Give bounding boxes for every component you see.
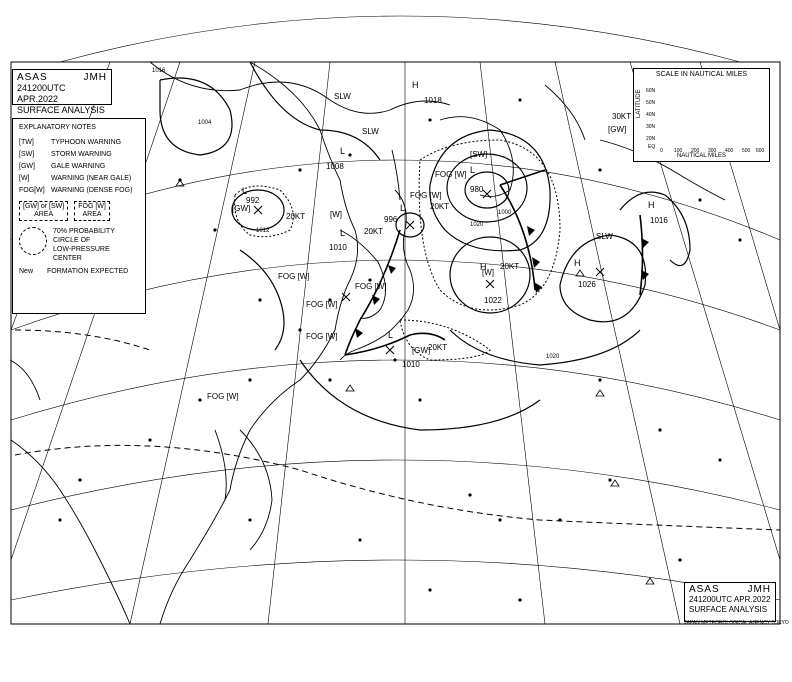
fog-warning-label: FOG [W] — [306, 332, 338, 341]
scale-nm-label: 600 — [756, 148, 765, 154]
scale-nm-label: 200 — [691, 148, 700, 154]
scale-nm-label: 400 — [725, 148, 734, 154]
scale-lat-label: 40N — [646, 112, 656, 118]
scale-nm-label: 300 — [708, 148, 717, 154]
fog-area-sample-word: AREA — [82, 211, 102, 218]
scale-lat-label: 50N — [646, 100, 656, 106]
legend-area-samples — [19, 201, 139, 221]
warning-label: [GW] — [412, 346, 431, 355]
wind-speed-label: 20KT — [500, 262, 520, 271]
fog-warning-label: FOG [W] — [355, 282, 387, 291]
low-value: 1010 — [329, 243, 347, 252]
header-box — [12, 69, 112, 115]
isobar-1020 — [450, 330, 640, 365]
legend-code: FOG[W] — [19, 187, 45, 194]
warning-label: [W] — [330, 210, 342, 219]
scale-lat-label: EQ — [648, 144, 656, 150]
legend-item — [19, 174, 139, 183]
warning-label: [W] — [482, 268, 494, 277]
isobar-broad-south — [300, 360, 540, 430]
high-label: H — [574, 258, 581, 268]
isobar-label: 1016 — [152, 68, 166, 74]
low-value: 996 — [384, 215, 398, 224]
footer-office: JMH — [747, 584, 771, 595]
fog-warning-label: FOG [W] — [435, 170, 467, 179]
legend-item — [19, 186, 139, 195]
fog-warning-label: FOG [W] — [207, 392, 239, 401]
warning-label: [SW] — [470, 150, 488, 159]
scale-lat-label: 30N — [646, 124, 656, 130]
fog-area-sample — [74, 201, 110, 221]
legend-item — [19, 138, 139, 147]
legend-text: TYPHOON WARNING — [51, 139, 122, 146]
triangle-symbols — [176, 180, 654, 584]
legend-box — [12, 118, 146, 314]
fog-area-sample-label: FOG [W] — [78, 203, 106, 210]
header-agency: ASAS — [17, 72, 48, 83]
legend-item — [19, 150, 139, 159]
legend-title: EXPLANATORY NOTES — [19, 124, 96, 131]
probability-circle-icon — [19, 227, 47, 255]
isobar-north — [250, 62, 380, 160]
isobar-label: 1020 — [546, 354, 560, 360]
low-label: L — [470, 165, 476, 175]
isobar-label: 1004 — [198, 120, 212, 126]
wind-speed-label: 20KT — [430, 202, 450, 211]
slow-label: SLW — [334, 92, 351, 101]
scale-nm-label: 0 — [660, 148, 663, 154]
header-chart-name: SURFACE ANALYSIS — [17, 105, 105, 115]
low-label: L — [340, 146, 346, 156]
isobar-1012 — [240, 250, 284, 350]
header-datetime: 241200UTC APR.2022 — [17, 83, 66, 104]
footer-box — [684, 582, 776, 622]
legend-new-text: FORMATION EXPECTED — [47, 268, 129, 275]
wind-speed-label: 20KT — [364, 227, 384, 236]
isobars — [160, 62, 690, 430]
low-label: L — [388, 330, 394, 340]
scale-lat-label: 20N — [646, 136, 656, 142]
wind-speed-label: 20KT — [286, 212, 306, 221]
probability-text-1: 70% PROBABILITY — [53, 228, 115, 235]
probability-text-3: LOW-PRESSURE CENTER — [53, 246, 110, 262]
fronts — [345, 170, 643, 355]
high-value: 1026 — [578, 280, 596, 289]
legend-code: [SW] — [19, 151, 35, 158]
high-label: H — [648, 200, 655, 210]
footer-chart-name: SURFACE ANALYSIS — [689, 605, 768, 614]
station-markers — [58, 98, 741, 601]
warning-label: [GW] — [232, 204, 251, 213]
scale-title: SCALE IN NAUTICAL MILES — [655, 71, 748, 78]
header-office: JMH — [83, 72, 107, 83]
footer-datetime: 241200UTC APR.2022 — [689, 595, 771, 604]
legend-item — [19, 162, 139, 171]
fog-warning-label: FOG [W] — [306, 300, 338, 309]
warning-label: [GW] — [608, 125, 627, 134]
low-label: L — [400, 203, 406, 213]
low-value: 992 — [246, 196, 260, 205]
isobar-label: 1000 — [498, 210, 512, 216]
slow-label: SLW — [596, 232, 613, 241]
legend-new-row — [19, 267, 139, 276]
isobar-label: 1012 — [256, 228, 270, 234]
legend-text: WARNING (NEAR GALE) — [51, 175, 132, 182]
wind-speed-label: 20KT — [428, 343, 448, 352]
fog-warning-label: FOG [W] — [278, 272, 310, 281]
wind-speed-label: 30KT — [612, 112, 632, 121]
legend-text: GALE WARNING — [51, 163, 106, 170]
footer-issuer: JAPAN METEOROLOGICAL AGENCY TOKYO — [684, 620, 789, 626]
low-label: L — [242, 186, 248, 196]
low-value: 1010 — [402, 360, 420, 369]
probability-text-2: CIRCLE OF — [53, 237, 91, 244]
footer-agency: ASAS — [689, 584, 720, 595]
legend-code: [W] — [19, 175, 30, 182]
scale-nm-label: 500 — [742, 148, 751, 154]
high-value: 1018 — [424, 96, 442, 105]
fog-warning-label: FOG [W] — [410, 191, 442, 200]
scale-footer: NAUTICAL MILES — [676, 153, 727, 159]
low-label: L — [340, 228, 346, 238]
legend-new-label: New — [19, 268, 34, 275]
low-value: 1008 — [326, 162, 344, 171]
high-value: 1016 — [650, 216, 668, 225]
isobar-pacific-high — [560, 235, 646, 322]
scale-lat-label: 60N — [646, 88, 656, 94]
scale-nm-label: 100 — [674, 148, 683, 154]
high-label: H — [480, 262, 487, 272]
legend-code: [GW] — [19, 163, 35, 170]
high-label: H — [412, 80, 419, 90]
warning-area-sample-word: AREA — [34, 211, 54, 218]
legend-probability-circle — [19, 227, 139, 263]
warning-area-sample — [19, 201, 68, 221]
legend-code: [TW] — [19, 139, 34, 146]
high-value: 1022 — [484, 296, 502, 305]
legend-text: WARNING (DENSE FOG) — [51, 187, 133, 194]
slow-label: SLW — [362, 127, 379, 136]
legend-text: STORM WARNING — [51, 151, 112, 158]
scale-axis-label: LATITUDE — [636, 89, 642, 118]
warning-area-sample-label: [GW] or [SW] — [23, 203, 65, 210]
isobar-label: 1020 — [470, 222, 484, 228]
low-value: 980 — [470, 185, 484, 194]
